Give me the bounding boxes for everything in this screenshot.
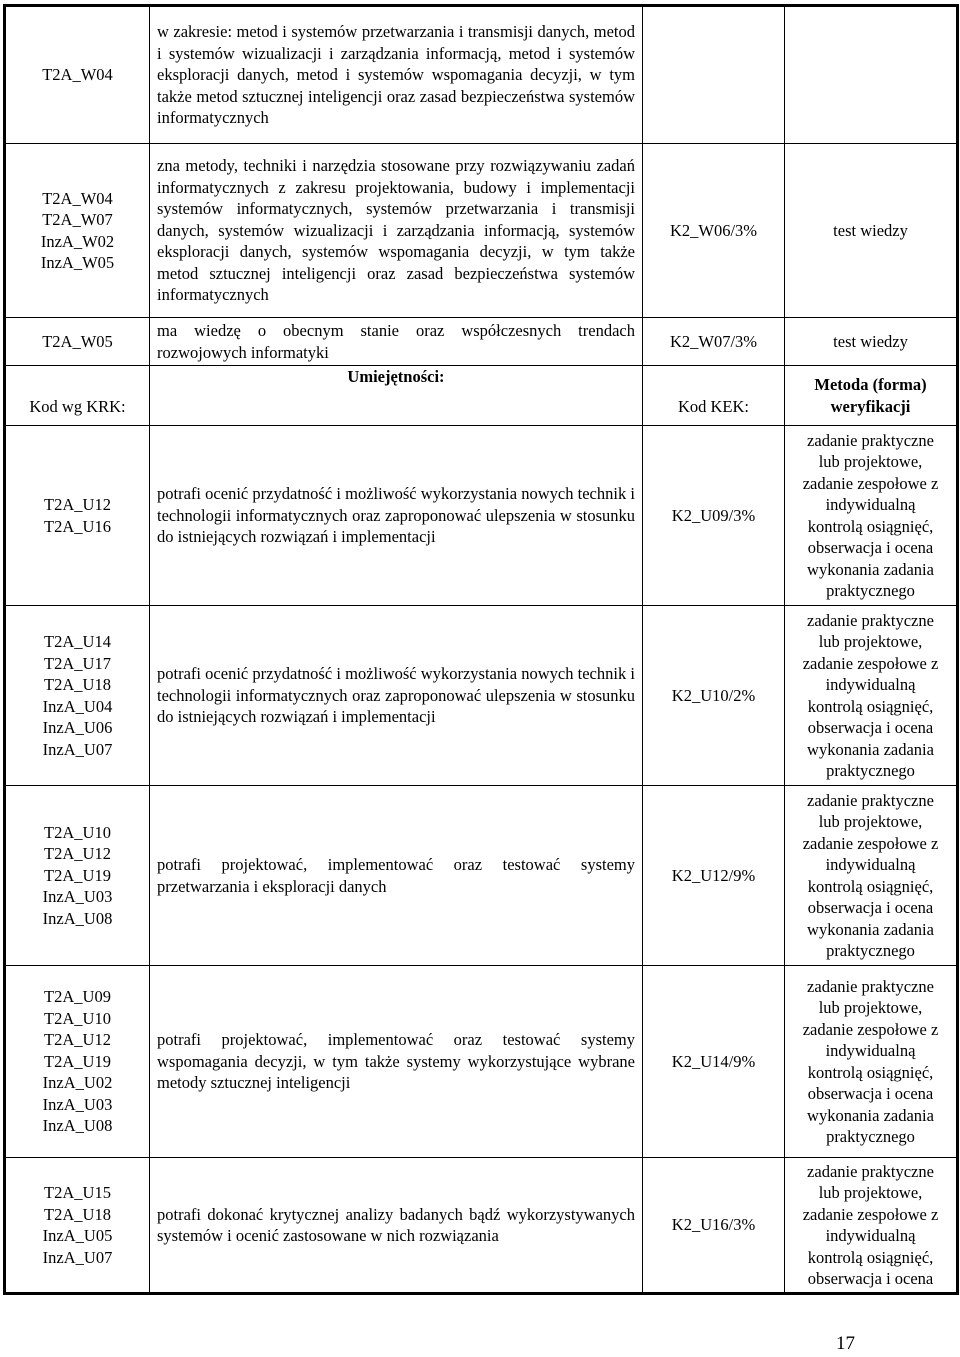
knowledge-row (5, 318, 958, 366)
krk-code: T2A_W04 T2A_W07 InzA_W02 InzA_W05 (5, 144, 150, 318)
skill-row (5, 966, 958, 1158)
skill-row (5, 1158, 958, 1294)
skills-section-title (150, 366, 643, 426)
verification-method: zadanie praktyczne lub projektowe, zadanie zespołowe z indywidualną kontrolą osiągnięć, obserwacja i ocena wykonania zadania praktycznego (785, 786, 958, 966)
outcome-description: potrafi ocenić przydatność i możliwość wykorzystania nowych technik i technologii informatycznych oraz zaproponować ulepszenia w stosunku do istniejących rozwiązań i implementacji (150, 606, 643, 786)
skills-header-row (5, 366, 958, 426)
verification-method (785, 6, 958, 144)
krk-code: T2A_W05 (5, 318, 150, 366)
krk-code: T2A_U14 T2A_U17 T2A_U18 InzA_U04 InzA_U06 InzA_U07 (5, 606, 150, 786)
krk-code: T2A_W04 (5, 6, 150, 144)
skill-row (5, 786, 958, 966)
kek-code: K2_W07/3% (643, 318, 785, 366)
kek-column-header: Kod KEK: (643, 366, 785, 426)
kek-code: K2_U16/3% (643, 1158, 785, 1294)
outcome-description: w zakresie: metod i systemów przetwarzania i transmisji danych, metod i systemów wizualizacji i zarządzania informacją, metod i systemów eksploracji danych, metod i systemów wspomagania decyzji, w tym także metod sztucznej inteligencji oraz zasad bezpieczeństwa systemów informatycznych (150, 6, 643, 144)
kek-code (643, 6, 785, 144)
krk-code: T2A_U15 T2A_U18 InzA_U05 InzA_U07 (5, 1158, 150, 1294)
verification-method: test wiedzy (785, 144, 958, 318)
page-number: 17 (836, 1333, 855, 1354)
outcome-description: ma wiedzę o obecnym stanie oraz współczesnych trendach rozwojowych informatyki (150, 318, 643, 366)
krk-code: T2A_U12 T2A_U16 (5, 426, 150, 606)
verification-method: zadanie praktyczne lub projektowe, zadanie zespołowe z indywidualną kontrolą osiągnięć, obserwacja i ocena wykonania zadania praktycznego (785, 606, 958, 786)
verification-method: zadanie praktyczne lub projektowe, zadanie zespołowe z indywidualną kontrolą osiągnięć, obserwacja i ocena wykonania zadania praktycznego (785, 966, 958, 1158)
krk-column-header: Kod wg KRK: (5, 366, 150, 426)
kek-code: K2_U10/2% (643, 606, 785, 786)
outcome-description: potrafi projektować, implementować oraz testować systemy wspomagania decyzji, w tym także systemy wykorzystujące wybrane metody sztucznej inteligencji (150, 966, 643, 1158)
krk-code: T2A_U09 T2A_U10 T2A_U12 T2A_U19 InzA_U02 InzA_U03 InzA_U08 (5, 966, 150, 1158)
verification-method: test wiedzy (785, 318, 958, 366)
krk-code: T2A_U10 T2A_U12 T2A_U19 InzA_U03 InzA_U08 (5, 786, 150, 966)
kek-code: K2_U14/9% (643, 966, 785, 1158)
kek-code: K2_U09/3% (643, 426, 785, 606)
kek-code: K2_U12/9% (643, 786, 785, 966)
outcome-description: potrafi ocenić przydatność i możliwość wykorzystania nowych technik i technologii informatycznych oraz zaproponować ulepszenia w stosunku do istniejących rozwiązań i implementacji (150, 426, 643, 606)
outcome-description: potrafi dokonać krytycznej analizy badanych bądź wykorzystywanych systemów i ocenić zastosowane w nich rozwiązania (150, 1158, 643, 1294)
outcome-description: zna metody, techniki i narzędzia stosowane przy rozwiązywaniu zadań informatycznych z zakresu projektowania, budowy i implementacji systemów informatycznych, systemów przetwarzania i transmisji danych, systemów wizualizacji i zarządzania informacją, systemów eksploracji danych, systemów wspomagania decyzji, w tym także metod sztucznej inteligencji oraz zasad bezpieczeństwa systemów informatycznych (150, 144, 643, 318)
skill-row (5, 426, 958, 606)
learning-outcomes-table (3, 4, 959, 1295)
outcome-description: potrafi projektować, implementować oraz testować systemy przetwarzania i eksploracji danych (150, 786, 643, 966)
skills-section-label: Umiejętności: (347, 367, 445, 386)
method-column-header: Metoda (forma) weryfikacji (785, 366, 958, 426)
verification-method: zadanie praktyczne lub projektowe, zadanie zespołowe z indywidualną kontrolą osiągnięć, obserwacja i ocena (785, 1158, 958, 1294)
knowledge-row (5, 144, 958, 318)
verification-method: zadanie praktyczne lub projektowe, zadanie zespołowe z indywidualną kontrolą osiągnięć, obserwacja i ocena wykonania zadania praktycznego (785, 426, 958, 606)
kek-code: K2_W06/3% (643, 144, 785, 318)
knowledge-row (5, 6, 958, 144)
skill-row (5, 606, 958, 786)
